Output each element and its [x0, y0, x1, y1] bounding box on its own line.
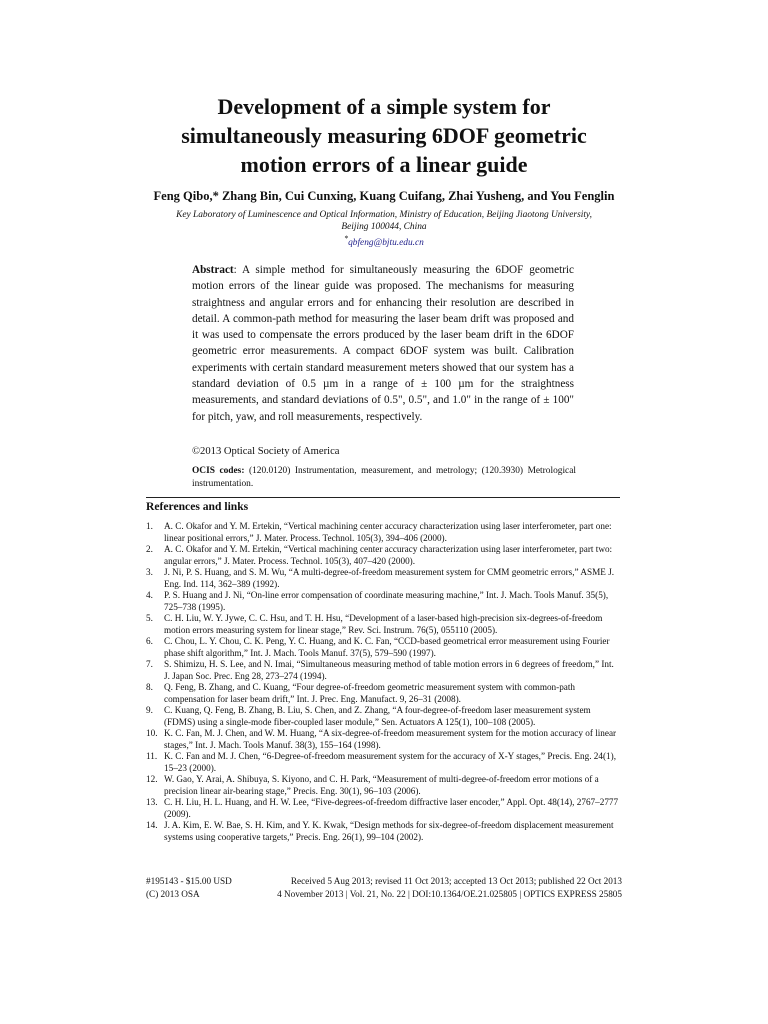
reference-text: A. C. Okafor and Y. M. Ertekin, “Vertical machining center accuracy characterization using laser interferometer, part one: linear positional errors,” J. Mater. Process. Technol. 105(3), 394–406 (2000). — [164, 521, 612, 543]
reference-number: 6. — [146, 636, 153, 646]
reference-item — [146, 774, 620, 797]
reference-item — [146, 682, 620, 705]
reference-text: S. Shimizu, H. S. Lee, and N. Imai, “Simultaneous measuring method of table motion errors in 6 degrees of freedom,” Int. J. Japan Soc. Prec. Eng 28, 273–274 (1994). — [164, 659, 614, 681]
reference-number: 14. — [146, 820, 158, 830]
email-line — [130, 233, 638, 249]
title-line: motion errors of a linear guide — [240, 152, 528, 177]
footer-line-1 — [146, 876, 622, 886]
abstract — [192, 262, 574, 425]
reference-text: W. Gao, Y. Arai, A. Shibuya, S. Kiyono, and C. H. Park, “Measurement of multi-degree-of-freedom error motions of a precision linear air-bearing stage,” Precis. Eng. 30(1), 96–103 (2006). — [164, 774, 599, 796]
submission-dates: Received 5 Aug 2013; revised 11 Oct 2013; accepted 13 Oct 2013; published 22 Oct 2013 — [290, 876, 622, 886]
reference-item — [146, 820, 620, 843]
reference-number: 13. — [146, 797, 158, 807]
footer-line-2 — [146, 889, 622, 899]
reference-item — [146, 797, 620, 820]
reference-item — [146, 728, 620, 751]
reference-number: 9. — [146, 705, 153, 715]
reference-text: P. S. Huang and J. Ni, “On-line error compensation of coordinate measuring machine,” Int. J. Mach. Tools Manuf. 35(5), 725–738 (1995). — [164, 590, 609, 612]
title-line: simultaneously measuring 6DOF geometric — [181, 123, 587, 148]
reference-list — [146, 521, 620, 843]
journal-citation: 4 November 2013 | Vol. 21, No. 22 | DOI:10.1364/OE.21.025805 | OPTICS EXPRESS 25805 — [277, 889, 622, 899]
references-heading: References and links — [146, 500, 249, 513]
reference-item — [146, 659, 620, 682]
abstract-label: Abstract — [192, 264, 234, 276]
reference-item — [146, 636, 620, 659]
reference-number: 11. — [146, 751, 158, 761]
reference-item — [146, 751, 620, 774]
author-list: Feng Qibo,* Zhang Bin, Cui Cunxing, Kuang Cuifang, Zhai Yusheng, and You Fenglin — [153, 189, 615, 203]
abstract-text: : A simple method for simultaneously measuring the 6DOF geometric motion errors of the linear guide was proposed. The mechanisms for measuring straightness and angular errors and for enhancing their resolution are described in detail. A common-path method for measuring the laser beam drift was proposed and it was used to compensate the errors produced by the laser beam drift in the 6DOF geometric error measurements. A compact 6DOF system was built. Calibration experiments with certain standard measurement meters showed that our system has a standard deviation of 0.5 µm in a range of ± 100 µm for the straightness measurements, and standard deviations of 0.5", 0.5", and 1.0" in the range of ± 100" for pitch, yaw, and roll measurements, respectively. — [192, 264, 574, 423]
reference-item — [146, 521, 620, 544]
affiliation-line: Key Laboratory of Luminescence and Optical Information, Ministry of Education, Beijing Jiaotong University, — [176, 210, 592, 220]
reference-text: C. H. Liu, H. L. Huang, and H. W. Lee, “Five-degrees-of-freedom diffractive laser encoder,” Appl. Opt. 48(14), 2767–2777 (2009). — [164, 797, 619, 819]
affiliation-line: Beijing 100044, China — [341, 222, 427, 232]
reference-number: 5. — [146, 613, 153, 623]
reference-item — [146, 613, 620, 636]
reference-text: Q. Feng, B. Zhang, and C. Kuang, “Four degree-of-freedom geometric measurement system with common-path compensation for laser beam drift,” Int. J. Prec. Eng. Manufact. 9, 26–31 (2008). — [164, 682, 576, 704]
reference-text: K. C. Fan, M. J. Chen, and W. M. Huang, “A six-degree-of-freedom measurement system for the motion accuracy of linear stages,” Int. J. Mach. Tools Manuf. 38(3), 155–164 (1998). — [164, 728, 617, 750]
email-marker: * — [344, 234, 349, 243]
email-link[interactable]: qbfeng@bjtu.edu.cn — [348, 238, 424, 249]
reference-item — [146, 705, 620, 728]
reference-item — [146, 544, 620, 567]
reference-number: 1. — [146, 521, 153, 531]
reference-number: 2. — [146, 544, 153, 554]
affiliation — [130, 209, 638, 249]
copyright-notice: ©2013 Optical Society of America — [192, 446, 340, 457]
ocis-text: (120.0120) Instrumentation, measurement, and metrology; (120.3930) Metrological instrumentation. — [192, 466, 576, 489]
paper-title — [100, 92, 668, 179]
reference-item — [146, 590, 620, 613]
reference-number: 4. — [146, 590, 153, 600]
reference-text: J. A. Kim, E. W. Bae, S. H. Kim, and Y. K. Kwak, “Design methods for six-degree-of-freedom displacement measurement systems using cooperative targets,” Precis. Eng. 26(1), 99–104 (2002). — [164, 820, 614, 842]
section-divider — [146, 497, 620, 498]
reference-text: A. C. Okafor and Y. M. Ertekin, “Vertical machining center accuracy characterization using laser interferometer, part two: angular errors,” J. Mater. Process. Technol. 105(3), 407–420 (2000). — [164, 544, 613, 566]
reference-number: 7. — [146, 659, 153, 669]
ocis-codes — [192, 465, 576, 490]
reference-number: 8. — [146, 682, 153, 692]
reference-text: C. Chou, L. Y. Chou, C. K. Peng, Y. C. Huang, and K. C. Fan, “CCD-based geometrical error measurement using Fourier phase shift algorithm,” Int. J. Mach. Tools Manuf. 37(5), 579–590 (1997). — [164, 636, 610, 658]
reference-text: K. C. Fan and M. J. Chen, “6-Degree-of-freedom measurement system for the accuracy of X-Y stages,” Precis. Eng. 24(1), 15–23 (2000). — [164, 751, 616, 773]
ocis-label: OCIS codes: — [192, 466, 245, 476]
reference-number: 12. — [146, 774, 158, 784]
reference-text: C. Kuang, Q. Feng, B. Zhang, B. Liu, S. Chen, and Z. Zhang, “A four-degree-of-freedom laser measurement system (FDMS) using a single-mode fiber-coupled laser module,” Sen. Actuators A 125(1), 100–108 (2005). — [164, 705, 591, 727]
article-price: #195143 - $15.00 USD — [146, 876, 232, 886]
reference-number: 3. — [146, 567, 153, 577]
reference-text: C. H. Liu, W. Y. Jywe, C. C. Hsu, and T. H. Hsu, “Development of a laser-based high-precision six-degrees-of-freedom motion errors measuring system for linear stage,” Rev. Sci. Instrum. 76(5), 055110 (2005). — [164, 613, 603, 635]
reference-number: 10. — [146, 728, 158, 738]
footer-copyright: (C) 2013 OSA — [146, 889, 200, 899]
title-line: Development of a simple system for — [217, 94, 551, 119]
reference-item — [146, 567, 620, 590]
reference-text: J. Ni, P. S. Huang, and S. M. Wu, “A multi-degree-of-freedom measurement system for CMM geometric errors,” ASME J. Eng. Ind. 114, 362–389 (1992). — [164, 567, 615, 589]
